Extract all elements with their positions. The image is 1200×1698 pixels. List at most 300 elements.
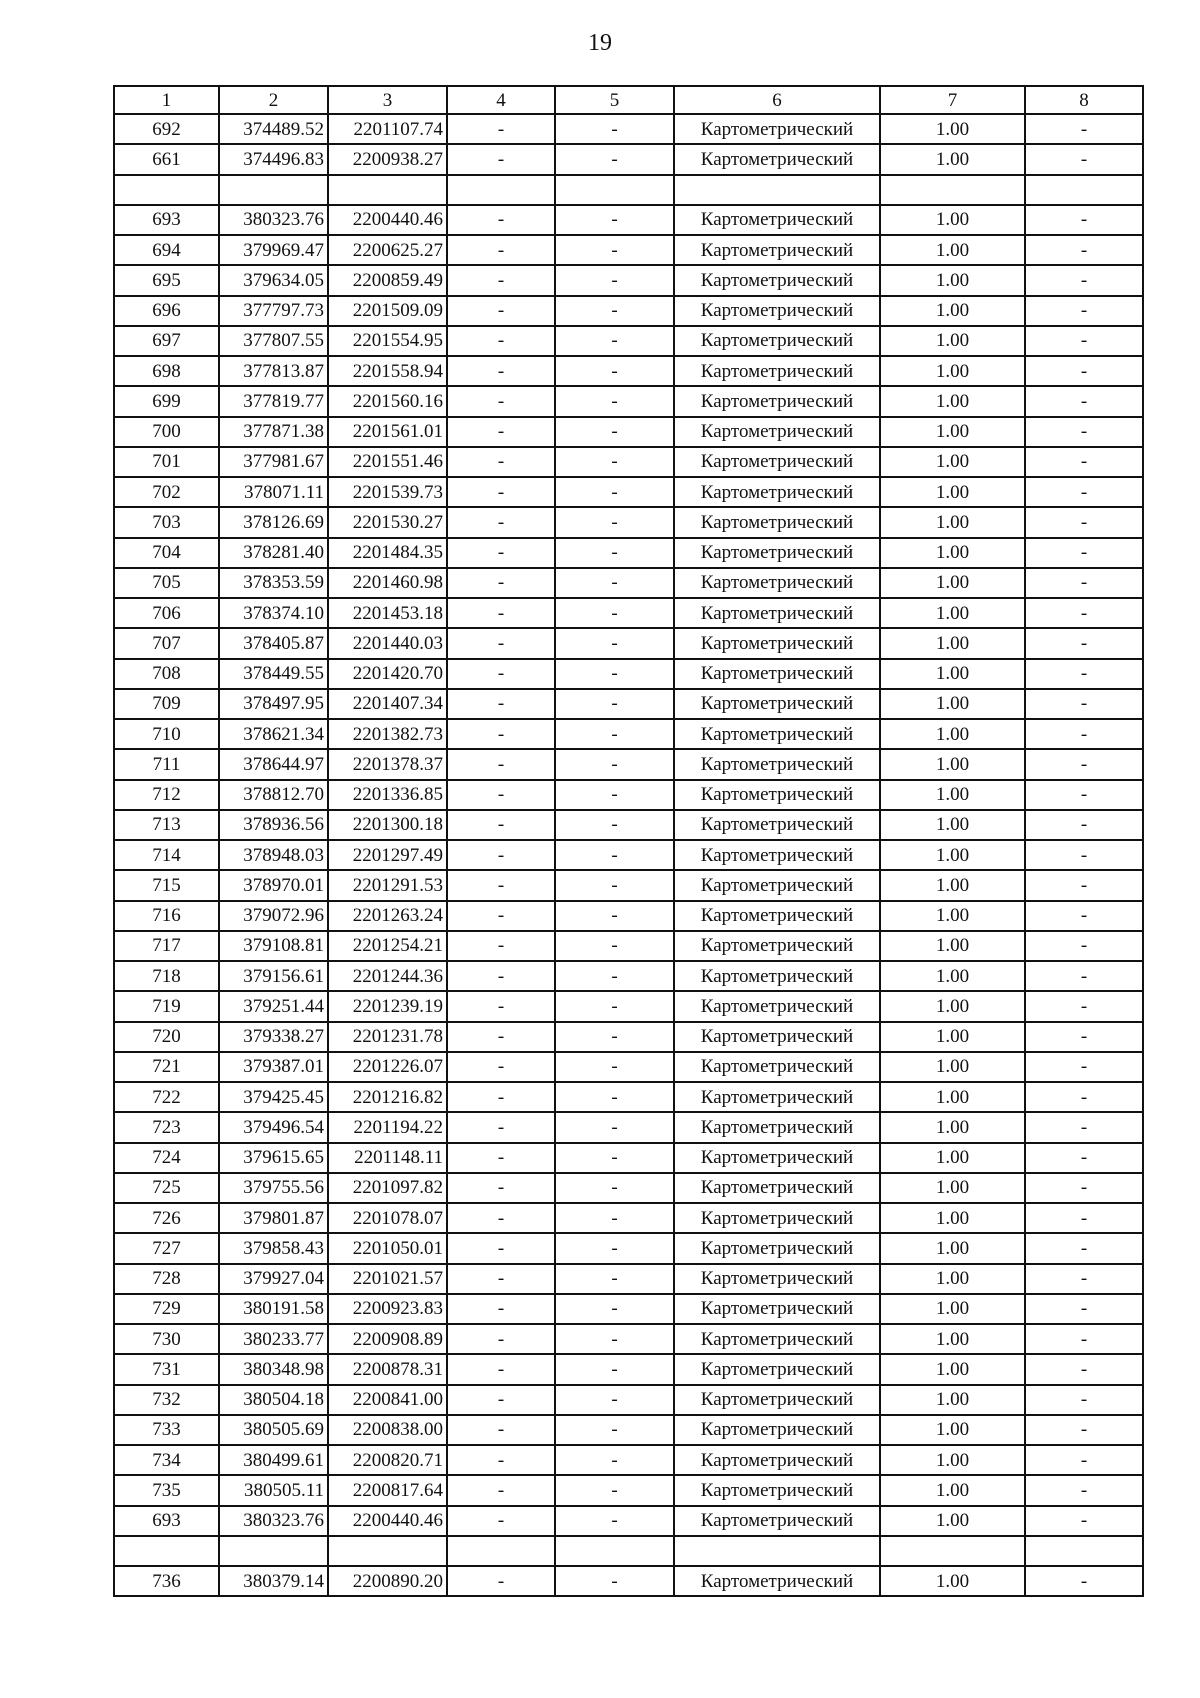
cell-accuracy: 1.00 [880, 931, 1025, 961]
cell-coordinate-x: 379338.27 [219, 1022, 328, 1052]
cell-accuracy: 1.00 [880, 507, 1025, 537]
cell-point-number: 723 [114, 1112, 219, 1142]
cell-coordinate-x: 379496.54 [219, 1112, 328, 1142]
cell-point-number: 715 [114, 870, 219, 900]
cell-coordinate-x: 378071.11 [219, 477, 328, 507]
cell-accuracy: 1.00 [880, 568, 1025, 598]
cell-col-8: - [1025, 356, 1143, 386]
table-row [114, 144, 1143, 174]
cell-col-5: - [555, 1022, 674, 1052]
cell-accuracy: 1.00 [880, 114, 1025, 144]
table-row [114, 961, 1143, 991]
table-row [114, 598, 1143, 628]
cell-col-4: - [447, 296, 555, 326]
cell-accuracy: 1.00 [880, 144, 1025, 174]
cell-accuracy [880, 1536, 1025, 1566]
cell-accuracy: 1.00 [880, 1566, 1025, 1596]
cell-coordinate-y: 2201239.19 [328, 991, 447, 1021]
cell-accuracy: 1.00 [880, 749, 1025, 779]
cell-coordinate-x: 379387.01 [219, 1052, 328, 1082]
cell-col-5: - [555, 1112, 674, 1142]
cell-col-5: - [555, 901, 674, 931]
cell-col-8: - [1025, 1082, 1143, 1112]
cell-accuracy: 1.00 [880, 659, 1025, 689]
cell-coordinate-x: 378497.95 [219, 689, 328, 719]
cell-col-4: - [447, 1354, 555, 1384]
cell-col-5: - [555, 1566, 674, 1596]
cell-accuracy: 1.00 [880, 689, 1025, 719]
cell-col-5: - [555, 1385, 674, 1415]
cell-point-number: 701 [114, 447, 219, 477]
cell-point-number: 721 [114, 1052, 219, 1082]
cell-coordinate-x: 378374.10 [219, 598, 328, 628]
cell-coordinate-y: 2201530.27 [328, 507, 447, 537]
cell-col-4: - [447, 1324, 555, 1354]
cell-col-8: - [1025, 538, 1143, 568]
cell-col-5 [555, 175, 674, 205]
table-row [114, 659, 1143, 689]
cell-coordinate-x [219, 1536, 328, 1566]
cell-coordinate-x: 380233.77 [219, 1324, 328, 1354]
cell-col-4: - [447, 114, 555, 144]
cell-col-5: - [555, 296, 674, 326]
cell-coordinate-y: 2200878.31 [328, 1354, 447, 1384]
cell-point-number: 726 [114, 1203, 219, 1233]
cell-point-number: 695 [114, 265, 219, 295]
cell-coordinate-x: 379969.47 [219, 235, 328, 265]
cell-col-4: - [447, 1294, 555, 1324]
table-row [114, 477, 1143, 507]
cell-method: Картометрический [674, 1052, 880, 1082]
cell-col-8: - [1025, 1022, 1143, 1052]
table-row [114, 1082, 1143, 1112]
cell-col-8: - [1025, 901, 1143, 931]
cell-col-4: - [447, 1143, 555, 1173]
column-header: 6 [674, 86, 880, 114]
cell-method: Картометрический [674, 1354, 880, 1384]
table-row [114, 175, 1143, 205]
table-row [114, 840, 1143, 870]
cell-accuracy: 1.00 [880, 1173, 1025, 1203]
cell-accuracy: 1.00 [880, 1324, 1025, 1354]
table-row [114, 810, 1143, 840]
cell-coordinate-y: 2200841.00 [328, 1385, 447, 1415]
cell-col-5: - [555, 417, 674, 447]
cell-col-4: - [447, 1203, 555, 1233]
cell-accuracy: 1.00 [880, 1475, 1025, 1505]
cell-point-number: 692 [114, 114, 219, 144]
cell-coordinate-y: 2201509.09 [328, 296, 447, 326]
table-row [114, 1415, 1143, 1445]
cell-coordinate-y [328, 1536, 447, 1566]
cell-col-8: - [1025, 628, 1143, 658]
cell-method: Картометрический [674, 447, 880, 477]
cell-col-4: - [447, 1385, 555, 1415]
table-row [114, 538, 1143, 568]
cell-col-8: - [1025, 1052, 1143, 1082]
cell-coordinate-x: 378449.55 [219, 659, 328, 689]
cell-point-number: 717 [114, 931, 219, 961]
cell-col-4: - [447, 991, 555, 1021]
table-row [114, 780, 1143, 810]
cell-col-5: - [555, 235, 674, 265]
cell-col-8: - [1025, 1143, 1143, 1173]
cell-coordinate-x: 380323.76 [219, 1506, 328, 1536]
cell-col-4: - [447, 265, 555, 295]
cell-method: Картометрический [674, 1173, 880, 1203]
cell-point-number: 693 [114, 205, 219, 235]
cell-col-5: - [555, 568, 674, 598]
cell-coordinate-y: 2201460.98 [328, 568, 447, 598]
cell-coordinate-x: 377813.87 [219, 356, 328, 386]
cell-col-4: - [447, 1173, 555, 1203]
cell-col-4: - [447, 719, 555, 749]
cell-col-5: - [555, 265, 674, 295]
cell-col-5: - [555, 1143, 674, 1173]
cell-point-number: 703 [114, 507, 219, 537]
cell-method: Картометрический [674, 1022, 880, 1052]
cell-col-8: - [1025, 689, 1143, 719]
cell-col-5: - [555, 1475, 674, 1505]
cell-col-4: - [447, 507, 555, 537]
cell-point-number: 697 [114, 326, 219, 356]
column-header: 3 [328, 86, 447, 114]
cell-col-5: - [555, 840, 674, 870]
cell-coordinate-y: 2200820.71 [328, 1445, 447, 1475]
table-row [114, 568, 1143, 598]
cell-method: Картометрический [674, 810, 880, 840]
table-row [114, 719, 1143, 749]
cell-col-5: - [555, 719, 674, 749]
cell-coordinate-x [219, 175, 328, 205]
cell-col-8: - [1025, 1294, 1143, 1324]
cell-col-5: - [555, 114, 674, 144]
cell-col-4: - [447, 780, 555, 810]
cell-col-8: - [1025, 386, 1143, 416]
cell-point-number: 712 [114, 780, 219, 810]
cell-col-8: - [1025, 1506, 1143, 1536]
cell-col-5: - [555, 931, 674, 961]
cell-coordinate-x: 377981.67 [219, 447, 328, 477]
table-row [114, 326, 1143, 356]
cell-accuracy: 1.00 [880, 1233, 1025, 1263]
cell-coordinate-x: 379072.96 [219, 901, 328, 931]
cell-point-number: 720 [114, 1022, 219, 1052]
table-row [114, 296, 1143, 326]
cell-col-8: - [1025, 568, 1143, 598]
cell-col-8: - [1025, 296, 1143, 326]
cell-col-4: - [447, 598, 555, 628]
cell-coordinate-y: 2201378.37 [328, 749, 447, 779]
cell-col-8: - [1025, 205, 1143, 235]
cell-coordinate-y: 2201216.82 [328, 1082, 447, 1112]
cell-point-number: 722 [114, 1082, 219, 1112]
cell-coordinate-y: 2201554.95 [328, 326, 447, 356]
table-row [114, 1022, 1143, 1052]
cell-coordinate-y: 2200625.27 [328, 235, 447, 265]
cell-col-4: - [447, 628, 555, 658]
cell-col-5: - [555, 1173, 674, 1203]
cell-coordinate-y: 2201300.18 [328, 810, 447, 840]
cell-col-4: - [447, 205, 555, 235]
column-header: 5 [555, 86, 674, 114]
cell-point-number: 719 [114, 991, 219, 1021]
cell-coordinate-y: 2200908.89 [328, 1324, 447, 1354]
cell-col-5: - [555, 749, 674, 779]
cell-coordinate-x: 378281.40 [219, 538, 328, 568]
cell-col-8: - [1025, 1354, 1143, 1384]
cell-col-8: - [1025, 810, 1143, 840]
cell-coordinate-x: 378970.01 [219, 870, 328, 900]
cell-method: Картометрический [674, 1566, 880, 1596]
cell-coordinate-x: 379425.45 [219, 1082, 328, 1112]
cell-point-number: 696 [114, 296, 219, 326]
cell-coordinate-y: 2200838.00 [328, 1415, 447, 1445]
cell-point-number: 733 [114, 1415, 219, 1445]
table-row [114, 1143, 1143, 1173]
cell-accuracy: 1.00 [880, 870, 1025, 900]
cell-method: Картометрический [674, 1445, 880, 1475]
cell-method: Картометрический [674, 568, 880, 598]
cell-coordinate-x: 380323.76 [219, 205, 328, 235]
cell-point-number [114, 1536, 219, 1566]
cell-coordinate-x: 380191.58 [219, 1294, 328, 1324]
table-row [114, 1385, 1143, 1415]
cell-accuracy: 1.00 [880, 326, 1025, 356]
cell-col-8: - [1025, 114, 1143, 144]
cell-coordinate-x: 379108.81 [219, 931, 328, 961]
cell-method: Картометрический [674, 114, 880, 144]
table-row [114, 1112, 1143, 1142]
cell-col-8: - [1025, 961, 1143, 991]
cell-accuracy: 1.00 [880, 1415, 1025, 1445]
cell-accuracy: 1.00 [880, 447, 1025, 477]
table-row [114, 1264, 1143, 1294]
cell-accuracy: 1.00 [880, 1022, 1025, 1052]
cell-col-8: - [1025, 326, 1143, 356]
cell-col-8: - [1025, 1566, 1143, 1596]
cell-accuracy: 1.00 [880, 1385, 1025, 1415]
cell-coordinate-x: 380499.61 [219, 1445, 328, 1475]
cell-col-8: - [1025, 1415, 1143, 1445]
table-row [114, 356, 1143, 386]
cell-accuracy: 1.00 [880, 598, 1025, 628]
cell-col-5: - [555, 1233, 674, 1263]
cell-method: Картометрический [674, 1385, 880, 1415]
cell-col-8: - [1025, 1264, 1143, 1294]
cell-coordinate-x: 379251.44 [219, 991, 328, 1021]
cell-col-8: - [1025, 840, 1143, 870]
cell-coordinate-x: 379615.65 [219, 1143, 328, 1173]
cell-col-5: - [555, 1052, 674, 1082]
cell-point-number: 709 [114, 689, 219, 719]
cell-point-number: 724 [114, 1143, 219, 1173]
cell-coordinate-x: 380379.14 [219, 1566, 328, 1596]
cell-coordinate-y: 2201021.57 [328, 1264, 447, 1294]
cell-coordinate-y: 2201297.49 [328, 840, 447, 870]
cell-point-number: 725 [114, 1173, 219, 1203]
cell-coordinate-y: 2200938.27 [328, 144, 447, 174]
cell-coordinate-y: 2201440.03 [328, 628, 447, 658]
cell-method: Картометрический [674, 144, 880, 174]
cell-method: Картометрический [674, 1415, 880, 1445]
cell-col-5 [555, 1536, 674, 1566]
cell-method [674, 175, 880, 205]
cell-accuracy [880, 175, 1025, 205]
cell-point-number: 714 [114, 840, 219, 870]
cell-col-8: - [1025, 417, 1143, 447]
cell-coordinate-y: 2201194.22 [328, 1112, 447, 1142]
cell-col-8: - [1025, 931, 1143, 961]
cell-method: Картометрический [674, 1112, 880, 1142]
table-row [114, 235, 1143, 265]
cell-col-5: - [555, 1415, 674, 1445]
cell-point-number: 708 [114, 659, 219, 689]
cell-coordinate-x: 379634.05 [219, 265, 328, 295]
cell-col-5: - [555, 870, 674, 900]
cell-col-4: - [447, 1264, 555, 1294]
cell-accuracy: 1.00 [880, 417, 1025, 447]
cell-col-4: - [447, 810, 555, 840]
cell-coordinate-x: 374489.52 [219, 114, 328, 144]
cell-col-8: - [1025, 265, 1143, 295]
cell-point-number: 735 [114, 1475, 219, 1505]
cell-coordinate-x: 379755.56 [219, 1173, 328, 1203]
cell-coordinate-y: 2201226.07 [328, 1052, 447, 1082]
cell-coordinate-y: 2201231.78 [328, 1022, 447, 1052]
cell-method: Картометрический [674, 386, 880, 416]
cell-point-number: 702 [114, 477, 219, 507]
cell-col-8: - [1025, 1173, 1143, 1203]
cell-method: Картометрический [674, 749, 880, 779]
cell-point-number: 732 [114, 1385, 219, 1415]
cell-method: Картометрический [674, 235, 880, 265]
header-row [114, 86, 1143, 114]
cell-coordinate-x: 377797.73 [219, 296, 328, 326]
cell-method: Картометрический [674, 538, 880, 568]
cell-method: Картометрический [674, 205, 880, 235]
cell-col-5: - [555, 659, 674, 689]
cell-coordinate-x: 380504.18 [219, 1385, 328, 1415]
cell-method: Картометрический [674, 1082, 880, 1112]
cell-col-5: - [555, 205, 674, 235]
cell-coordinate-y: 2200817.64 [328, 1475, 447, 1505]
cell-col-5: - [555, 689, 674, 719]
table-row [114, 417, 1143, 447]
cell-accuracy: 1.00 [880, 386, 1025, 416]
cell-col-4: - [447, 931, 555, 961]
cell-col-5: - [555, 477, 674, 507]
cell-coordinate-y: 2200890.20 [328, 1566, 447, 1596]
cell-col-4: - [447, 417, 555, 447]
cell-accuracy: 1.00 [880, 1445, 1025, 1475]
cell-col-4: - [447, 749, 555, 779]
table-row [114, 689, 1143, 719]
cell-method: Картометрический [674, 507, 880, 537]
cell-method: Картометрический [674, 1294, 880, 1324]
cell-col-8: - [1025, 780, 1143, 810]
cell-accuracy: 1.00 [880, 477, 1025, 507]
cell-col-5: - [555, 810, 674, 840]
cell-col-4: - [447, 961, 555, 991]
cell-method: Картометрический [674, 326, 880, 356]
table-row [114, 1566, 1143, 1596]
cell-point-number [114, 175, 219, 205]
cell-coordinate-x: 379927.04 [219, 1264, 328, 1294]
cell-col-4: - [447, 538, 555, 568]
cell-coordinate-y: 2201561.01 [328, 417, 447, 447]
cell-point-number: 694 [114, 235, 219, 265]
cell-coordinate-y: 2201263.24 [328, 901, 447, 931]
table-row [114, 628, 1143, 658]
cell-accuracy: 1.00 [880, 1052, 1025, 1082]
cell-col-5: - [555, 1082, 674, 1112]
cell-col-4: - [447, 386, 555, 416]
cell-accuracy: 1.00 [880, 538, 1025, 568]
cell-coordinate-x: 379858.43 [219, 1233, 328, 1263]
cell-accuracy: 1.00 [880, 810, 1025, 840]
cell-method: Картометрический [674, 870, 880, 900]
cell-coordinate-y: 2201407.34 [328, 689, 447, 719]
cell-accuracy: 1.00 [880, 1082, 1025, 1112]
cell-col-8: - [1025, 749, 1143, 779]
cell-coordinate-y: 2201050.01 [328, 1233, 447, 1263]
cell-coordinate-y: 2201336.85 [328, 780, 447, 810]
cell-col-5: - [555, 507, 674, 537]
cell-coordinate-x: 380505.11 [219, 1475, 328, 1505]
cell-coordinate-x: 374496.83 [219, 144, 328, 174]
cell-coordinate-x: 378353.59 [219, 568, 328, 598]
cell-accuracy: 1.00 [880, 901, 1025, 931]
cell-point-number: 710 [114, 719, 219, 749]
cell-col-8: - [1025, 235, 1143, 265]
cell-point-number: 704 [114, 538, 219, 568]
cell-coordinate-x: 378936.56 [219, 810, 328, 840]
cell-method: Картометрический [674, 1143, 880, 1173]
cell-accuracy: 1.00 [880, 265, 1025, 295]
cell-point-number: 731 [114, 1354, 219, 1384]
cell-col-4: - [447, 235, 555, 265]
cell-coordinate-y: 2201107.74 [328, 114, 447, 144]
cell-col-8: - [1025, 1445, 1143, 1475]
cell-col-8: - [1025, 477, 1143, 507]
cell-col-4: - [447, 568, 555, 598]
cell-col-5: - [555, 1324, 674, 1354]
cell-coordinate-y: 2201420.70 [328, 659, 447, 689]
cell-method [674, 1536, 880, 1566]
cell-coordinate-y: 2201453.18 [328, 598, 447, 628]
cell-col-4: - [447, 1415, 555, 1445]
cell-col-4: - [447, 1475, 555, 1505]
cell-coordinate-y: 2201484.35 [328, 538, 447, 568]
cell-method: Картометрический [674, 659, 880, 689]
cell-col-8: - [1025, 1385, 1143, 1415]
cell-col-5: - [555, 538, 674, 568]
column-header: 4 [447, 86, 555, 114]
cell-col-8: - [1025, 447, 1143, 477]
cell-accuracy: 1.00 [880, 1354, 1025, 1384]
cell-col-4: - [447, 1233, 555, 1263]
column-header: 1 [114, 86, 219, 114]
table-row [114, 1475, 1143, 1505]
cell-col-4: - [447, 659, 555, 689]
cell-accuracy: 1.00 [880, 205, 1025, 235]
cell-coordinate-y: 2201558.94 [328, 356, 447, 386]
cell-method: Картометрический [674, 356, 880, 386]
cell-coordinate-y: 2201291.53 [328, 870, 447, 900]
table-row [114, 1294, 1143, 1324]
cell-col-5: - [555, 961, 674, 991]
